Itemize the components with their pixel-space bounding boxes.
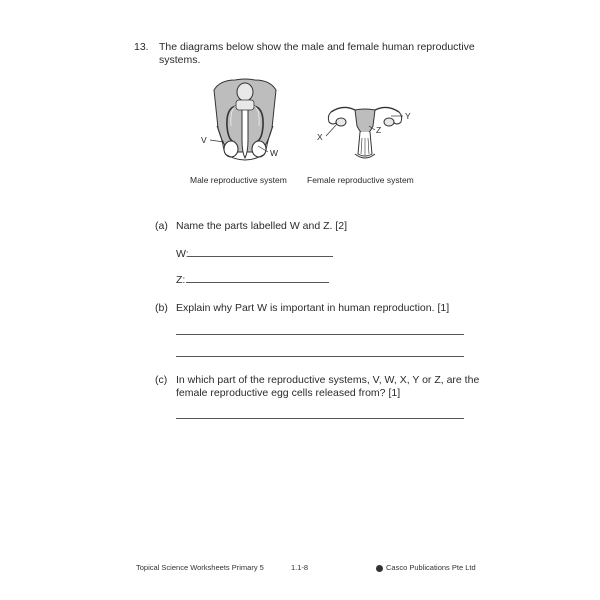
male-caption: Male reproductive system xyxy=(190,175,287,185)
question-number: 13. xyxy=(134,41,149,53)
footer-left: Topical Science Worksheets Primary 5 xyxy=(136,563,264,572)
label-y: Y xyxy=(405,111,411,121)
question-stem-line2: systems. xyxy=(159,54,201,66)
answer-c-line[interactable] xyxy=(176,418,464,419)
question-stem-line1: The diagrams below show the male and female human reproductive xyxy=(159,41,475,53)
part-c-line1: In which part of the reproductive systems, V, W, X, Y or Z, are the xyxy=(176,374,480,386)
answer-w-line[interactable] xyxy=(188,256,333,257)
answer-z-line[interactable] xyxy=(186,282,329,283)
label-x: X xyxy=(317,132,323,142)
part-a-text: Name the parts labelled W and Z. [2] xyxy=(176,220,347,232)
part-b-text: Explain why Part W is important in human reproduction. [1] xyxy=(176,302,450,314)
label-v: V xyxy=(201,135,207,145)
female-reproductive-diagram xyxy=(325,104,415,164)
part-c-letter: (c) xyxy=(155,374,168,386)
part-a-letter: (a) xyxy=(155,220,168,232)
female-caption: Female reproductive system xyxy=(307,175,414,185)
label-z: Z xyxy=(376,125,382,135)
part-c-line2: female reproductive egg cells released from? [1] xyxy=(176,387,401,399)
publisher-logo-icon xyxy=(376,565,383,572)
label-w: W xyxy=(270,148,279,158)
answer-b-line-2[interactable] xyxy=(176,356,464,357)
part-b-letter: (b) xyxy=(155,302,168,314)
answer-b-line-1[interactable] xyxy=(176,334,464,335)
page-number: 1.1-8 xyxy=(291,563,309,572)
answer-z-label: Z: xyxy=(176,274,186,286)
answer-w-label: W: xyxy=(176,248,189,260)
footer-right: Casco Publications Pte Ltd xyxy=(386,563,476,572)
